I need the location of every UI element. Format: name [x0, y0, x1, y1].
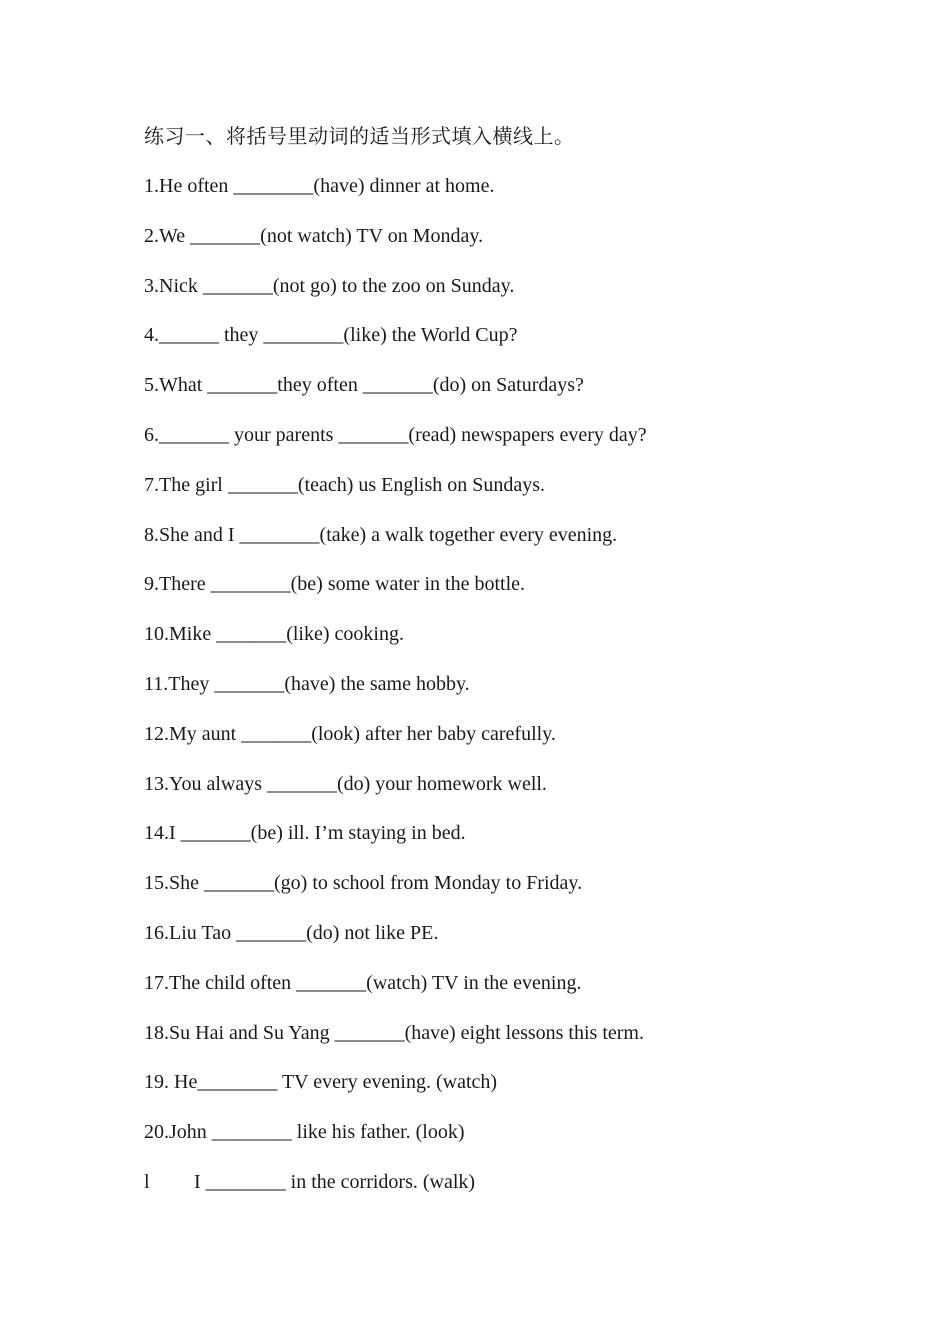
- question-13: 13.You always _______(do) your homework well.: [144, 772, 547, 795]
- question-16: 16.Liu Tao _______(do) not like PE.: [144, 921, 439, 944]
- question-7: 7.The girl _______(teach) us English on Sundays.: [144, 473, 546, 496]
- bullet-marker: l: [144, 1171, 150, 1193]
- question-2: 2.We _______(not watch) TV on Monday.: [144, 224, 484, 247]
- question-9: 9.There ________(be) some water in the bottle.: [144, 573, 525, 596]
- question-4: 4.______ they ________(like) the World Cup?: [144, 324, 518, 347]
- question-18: 18.Su Hai and Su Yang _______(have) eight lessons this term.: [144, 1021, 644, 1044]
- question-5: 5.What _______they often _______(do) on Saturdays?: [144, 374, 584, 397]
- question-8: 8.She and I ________(take) a walk together every evening.: [144, 523, 618, 546]
- question-14: 14.I _______(be) ill. I’m staying in bed.: [144, 822, 466, 845]
- question-15: 15.She _______(go) to school from Monday to Friday.: [144, 872, 583, 895]
- exercise-title: 练习一、将括号里动词的适当形式填入横线上。: [144, 126, 575, 148]
- question-19: 19. He________ TV every evening. (watch): [144, 1071, 498, 1094]
- question-17: 17.The child often _______(watch) TV in the evening.: [144, 971, 582, 994]
- question-10: 10.Mike _______(like) cooking.: [144, 623, 404, 646]
- question-20: 20.John ________ like his father. (look): [144, 1121, 465, 1144]
- question-6: 6._______ your parents _______(read) newspapers every day?: [144, 423, 647, 446]
- question-list: [144, 171, 904, 1167]
- bullet-question-text: I ________ in the corridors. (walk): [194, 1171, 476, 1193]
- question-12: 12.My aunt _______(look) after her baby carefully.: [144, 722, 556, 745]
- bullet-question: [144, 1167, 475, 1197]
- question-11: 11.They _______(have) the same hobby.: [144, 672, 470, 695]
- question-3: 3.Nick _______(not go) to the zoo on Sunday.: [144, 274, 515, 297]
- question-1: 1.He often ________(have) dinner at home.: [144, 175, 495, 197]
